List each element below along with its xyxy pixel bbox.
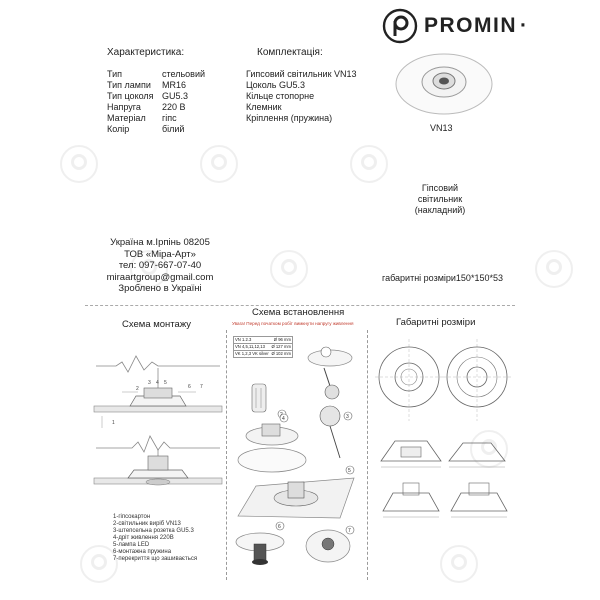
svg-text:1: 1 <box>112 420 115 426</box>
legend-item: 4-дріт живлення 220В <box>113 535 174 541</box>
legend-item: 5-лампа LED <box>113 542 150 548</box>
svg-text:5: 5 <box>164 380 167 386</box>
characteristic-row <box>107 69 205 80</box>
product-description-line: (накладний) <box>414 205 466 215</box>
kit-item: Кріплення (пружина) <box>246 113 333 123</box>
legend-item: 2-світильник виріб VN13 <box>113 521 181 527</box>
product-description-line: Гіпсовий <box>421 183 459 193</box>
product-top-view <box>392 46 496 124</box>
characteristic-row <box>107 113 205 124</box>
characteristic-row <box>107 80 205 91</box>
brand-logo <box>382 8 418 44</box>
install-table-row <box>233 336 293 344</box>
characteristic-value: білий <box>162 124 185 134</box>
characteristic-value: гіпс <box>162 113 177 123</box>
section-divider <box>85 305 515 306</box>
svg-text:2: 2 <box>136 386 139 392</box>
contact-line: Україна м.Ірпінь 08205 <box>110 237 210 248</box>
characteristic-label: Напруга <box>107 102 141 112</box>
kit-item: Кільце стопорне <box>246 91 315 101</box>
product-description-line: світильник <box>417 194 463 204</box>
install-model: VN 1.2.3 <box>235 337 252 342</box>
characteristic-row <box>107 91 205 102</box>
legend-item: 7-перекриття що зашивається <box>113 556 198 562</box>
characteristic-label: Тип цоколя <box>107 91 154 101</box>
install-model: VN 4,5,11,12,13 <box>235 344 265 349</box>
panel-title-install: Схема встановлення <box>252 307 345 318</box>
watermark-logo <box>350 145 388 183</box>
legend-item: 3-штепсельна розетка GU5.3 <box>113 528 194 534</box>
svg-text:7: 7 <box>200 384 203 390</box>
legend-item: 6-монтажна пружина <box>113 549 172 555</box>
characteristic-value: 220 В <box>162 102 186 112</box>
characteristics-table <box>107 69 205 135</box>
watermark-logo <box>535 250 573 288</box>
characteristic-value: MR16 <box>162 80 187 90</box>
brand-name: PROMIN · <box>424 14 529 37</box>
install-model: VK 1,2,3 VK silver <box>235 351 269 356</box>
characteristics-heading: Характеристика: <box>107 47 185 58</box>
characteristic-label: Матеріал <box>107 113 146 123</box>
legend-item: 1-гіпсокартон <box>113 514 151 520</box>
install-diameter: Ø 127 mm <box>271 344 291 349</box>
product-code: VN13 <box>430 123 453 133</box>
svg-text:4: 4 <box>282 416 285 422</box>
kit-item: Клемник <box>246 102 282 112</box>
characteristic-label: Тип <box>107 69 123 79</box>
characteristic-label: Колір <box>107 124 130 134</box>
panel-title-mounting: Схема монтажу <box>122 319 192 330</box>
install-warning: Увага! Перед початком робіт вимкнути напругу живлення <box>232 321 354 326</box>
watermark-logo <box>200 145 238 183</box>
product-description <box>410 183 470 216</box>
svg-text:6: 6 <box>278 524 281 530</box>
kit-heading: Комплектація: <box>257 47 323 58</box>
characteristic-row <box>107 124 205 135</box>
svg-text:3: 3 <box>148 380 151 386</box>
characteristic-value: GU5.3 <box>162 91 189 101</box>
characteristic-row <box>107 102 205 113</box>
install-diameter: Ø 102 mm <box>271 351 291 356</box>
watermark-logo <box>270 250 308 288</box>
watermark-logo <box>60 145 98 183</box>
svg-text:4: 4 <box>156 380 159 386</box>
promin-logo-icon <box>382 8 418 44</box>
contact-line: Зроблено в Україні <box>118 283 202 294</box>
contact-line: ТОВ «Міра-Арт» <box>124 248 196 260</box>
svg-text:3: 3 <box>346 414 349 420</box>
contact-email[interactable]: miraartgroup@gmail.com <box>106 271 214 283</box>
svg-text:5: 5 <box>348 468 351 474</box>
panel-divider <box>367 330 368 580</box>
dimensions-text: габаритні розміри150*150*53 <box>382 273 503 283</box>
panel-title-dimensions: Габаритні розміри <box>396 317 476 328</box>
characteristic-value: стельовий <box>162 69 206 79</box>
svg-text:7: 7 <box>348 528 351 534</box>
watermark-logo <box>440 545 478 583</box>
panel-divider <box>226 330 227 580</box>
install-diameter: Ø 96 mm <box>273 337 291 342</box>
dimensions-diagram <box>373 333 513 533</box>
characteristic-label: Тип лампи <box>107 80 151 90</box>
kit-item: Цоколь GU5.3 <box>246 80 305 90</box>
contacts-block <box>90 237 230 295</box>
svg-text:6: 6 <box>188 384 191 390</box>
mounting-legend <box>113 514 197 563</box>
mounting-diagram <box>92 332 224 512</box>
install-diagram <box>230 346 364 586</box>
contact-line: тел: 097-667-07-40 <box>118 260 202 271</box>
kit-list <box>246 69 357 124</box>
kit-item: Гипсовий світильник VN13 <box>246 69 357 79</box>
